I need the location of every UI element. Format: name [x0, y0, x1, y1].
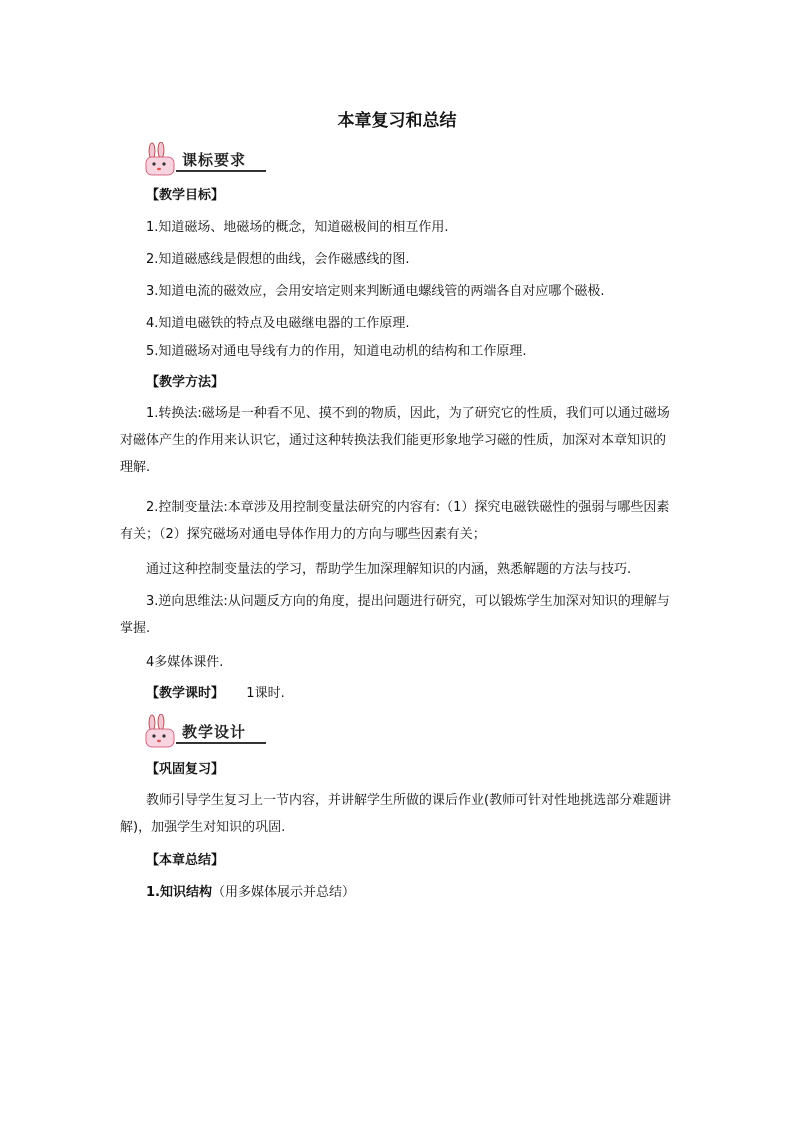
goal-item: 5.知道磁场对通电导线有力的作用，知道电动机的结构和工作原理. — [146, 344, 527, 359]
heading-teaching-goals: 【教学目标】 — [146, 188, 225, 203]
banner-underline — [176, 742, 266, 744]
section-banner-design — [142, 714, 266, 750]
summary-item-title: 1.知识结构 — [146, 885, 212, 900]
goal-item: 2.知道磁感线是假想的曲线，会作磁感线的图. — [146, 252, 410, 267]
rabbit-mascot-icon — [142, 142, 182, 178]
banner-label: 课标要求 — [182, 151, 247, 169]
goal-item: 4.知道电磁铁的特点及电磁继电器的工作原理. — [146, 316, 410, 331]
teaching-hours-row — [146, 684, 686, 704]
review-paragraph: 教师引导学生复习上一节内容，并讲解学生所做的课后作业(教师可针对性地挑选部分难题讲解)，加强学生对知识的巩固. — [120, 793, 672, 835]
summary-item-note: （用多媒体展示并总结） — [211, 885, 355, 900]
method-paragraph: 通过这种控制变量法的学习，帮助学生加深理解知识的内涵，熟悉解题的方法与技巧. — [146, 562, 632, 577]
heading-chapter-summary: 【本章总结】 — [146, 853, 225, 868]
method-paragraph: 4多媒体课件. — [146, 655, 224, 670]
goal-item: 3.知道电流的磁效应，会用安培定则来判断通电螺线管的两端各自对应哪个磁极. — [146, 284, 605, 299]
banner-underline — [176, 170, 266, 172]
page-title: 本章复习和总结 — [337, 111, 457, 131]
method-paragraph: 1.转换法:磁场是一种看不见、摸不到的物质，因此，为了研究它的性质，我们可以通过磁场对磁体产生的作用来认识它，通过这种转换法我们能更形象地学习磁的性质，加深对本章知识的理解. — [120, 406, 670, 475]
teaching-hours-value: 1课时. — [246, 686, 285, 701]
method-paragraph: 2.控制变量法:本章涉及用控制变量法研究的内容有:（1）探究电磁铁磁性的强弱与哪些因素有关；（2）探究磁场对通电导体作用力的方向与哪些因素有关； — [120, 500, 670, 542]
heading-teaching-methods: 【教学方法】 — [146, 375, 225, 390]
method-paragraph: 3.逆向思维法:从问题反方向的角度，提出问题进行研究，可以锻炼学生加深对知识的理解与掌握. — [120, 594, 670, 636]
goal-item: 1.知道磁场、地磁场的概念，知道磁极间的相互作用. — [146, 220, 449, 235]
heading-review: 【巩固复习】 — [146, 762, 225, 777]
rabbit-mascot-icon — [142, 714, 182, 750]
banner-label: 教学设计 — [182, 723, 247, 741]
section-banner-standards — [142, 142, 266, 178]
heading-teaching-hours: 【教学课时】 — [146, 686, 225, 701]
summary-item — [146, 883, 686, 903]
